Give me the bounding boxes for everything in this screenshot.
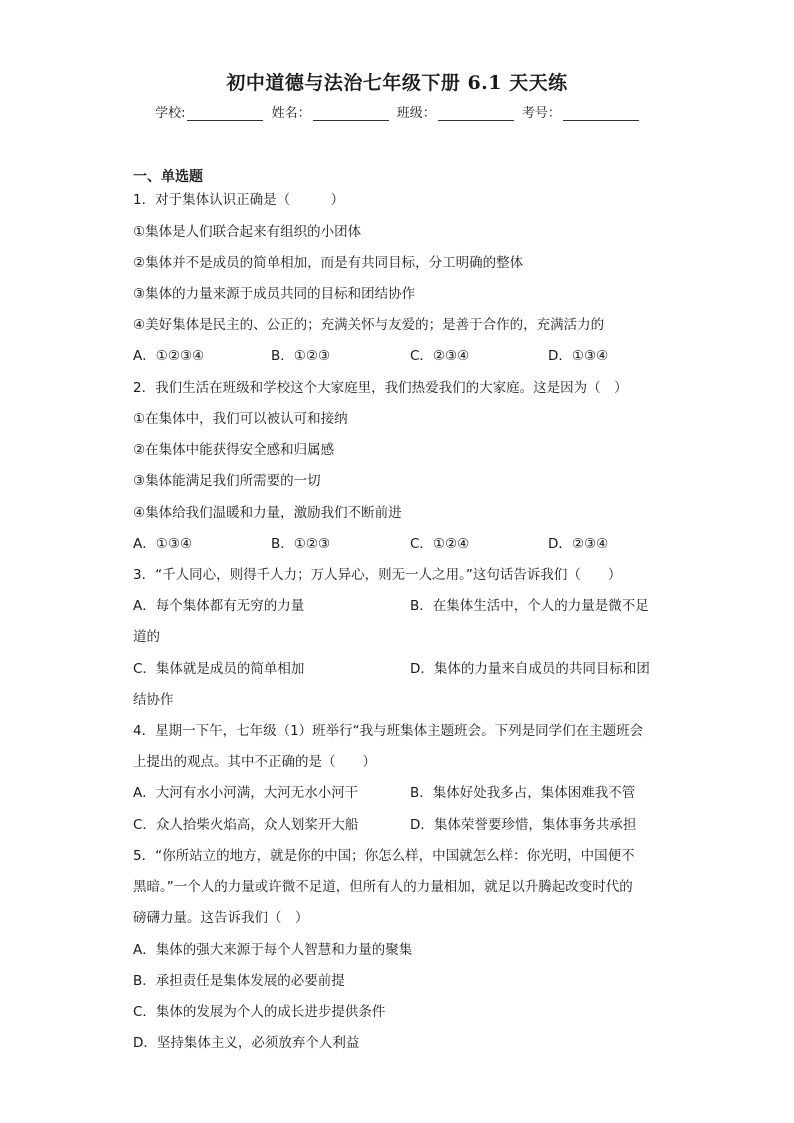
q2-statement-3: ③集体能满足我们所需要的一切 (133, 473, 321, 489)
q5-stem-line-3: 磅礴力量。这告诉我们（ ） (133, 910, 309, 926)
school-blank[interactable] (187, 106, 263, 121)
q2-option-c[interactable]: C．①②④ (410, 536, 470, 552)
q3-stem: 3．“千人同心，则得千人力；万人异心，则无一人之用。”这句话告诉我们（ ） (133, 567, 622, 583)
q1-statement-1: ①集体是人们联合起来有组织的小团体 (133, 224, 362, 240)
q1-stem: 1．对于集体认识正确是（ ） (133, 192, 345, 208)
q2-statement-4: ④集体给我们温暖和力量，激励我们不断前进 (133, 505, 402, 521)
q5-option-b[interactable]: B．承担责任是集体发展的必要前提 (133, 973, 345, 989)
q2-option-a[interactable]: A．①③④ (133, 536, 193, 552)
q3-option-c[interactable]: C．集体就是成员的简单相加 (133, 661, 305, 677)
q2-statement-2: ②在集体中能获得安全感和归属感 (133, 442, 335, 458)
class-label: 班级： (396, 106, 436, 121)
q1-statement-3: ③集体的力量来源于成员共同的目标和团结协作 (133, 286, 416, 302)
q3-option-b[interactable]: B．在集体生活中，个人的力量是微不足 (410, 598, 649, 614)
q5-option-a[interactable]: A．集体的强大来源于每个人智慧和力量的聚集 (133, 942, 413, 958)
exam-no-label: 考号： (521, 106, 561, 121)
q5-option-d[interactable]: D．坚持集体主义，必须放弃个人利益 (133, 1035, 360, 1051)
q5-stem-line-2: 黑暗。”一个人的力量或许微不足道，但所有人的力量相加，就足以升腾起改变时代的 (133, 879, 633, 895)
q1-statement-4: ④美好集体是民主的、公正的；充满关怀与友爱的；是善于合作的，充满活力的 (133, 317, 605, 333)
q5-option-c[interactable]: C．集体的发展为个人的成长进步提供条件 (133, 1004, 386, 1020)
page-title: 初中道德与法治七年级下册 6.1 天天练 (226, 72, 568, 94)
q4-option-d[interactable]: D．集体荣誉要珍惜，集体事务共承担 (410, 817, 637, 833)
q3-option-d[interactable]: D．集体的力量来自成员的共同目标和团 (410, 661, 650, 677)
q1-option-d[interactable]: D．①③④ (548, 348, 609, 364)
q2-option-d[interactable]: D．②③④ (548, 536, 609, 552)
q2-statement-1: ①在集体中，我们可以被认可和接纳 (133, 411, 348, 427)
exam-no-blank[interactable] (563, 106, 639, 121)
name-label: 姓名： (271, 106, 311, 121)
q1-statement-2: ②集体并不是成员的简单相加，而是有共同目标，分工明确的整体 (133, 255, 524, 271)
q4-stem-line-2: 上提出的观点。其中不正确的是（ ） (133, 754, 376, 770)
name-blank[interactable] (313, 106, 389, 121)
student-info-line (0, 102, 794, 121)
school-label: 学校: (155, 106, 186, 121)
q5-stem-line-1: 5．“你所站立的地方，就是你的中国；你怎么样，中国就怎么样：你光明，中国便不 (133, 848, 635, 864)
q1-option-c[interactable]: C．②③④ (410, 348, 470, 364)
q4-stem-line-1: 4．星期一下午，七年级（1）班举行“我与班集体主题班会。下列是同学们在主题班会 (133, 723, 644, 739)
q4-option-a[interactable]: A．大河有水小河满，大河无水小河干 (133, 785, 359, 801)
q3-option-d-continued: 结协作 (133, 692, 174, 708)
section-title: 一、单选题 (133, 169, 203, 185)
q3-option-a[interactable]: A．每个集体都有无穷的力量 (133, 598, 305, 614)
class-blank[interactable] (438, 106, 514, 121)
q1-option-a[interactable]: A．①②③④ (133, 348, 205, 364)
q4-option-c[interactable]: C．众人拾柴火焰高，众人划桨开大船 (133, 817, 359, 833)
q2-option-b[interactable]: B．①②③ (271, 536, 331, 552)
q1-option-b[interactable]: B．①②③ (271, 348, 331, 364)
q4-option-b[interactable]: B．集体好处我多占，集体困难我不管 (410, 785, 636, 801)
q3-option-b-continued: 道的 (133, 629, 160, 645)
q2-stem: 2．我们生活在班级和学校这个大家庭里，我们热爱我们的大家庭。这是因为（ ） (133, 380, 628, 396)
